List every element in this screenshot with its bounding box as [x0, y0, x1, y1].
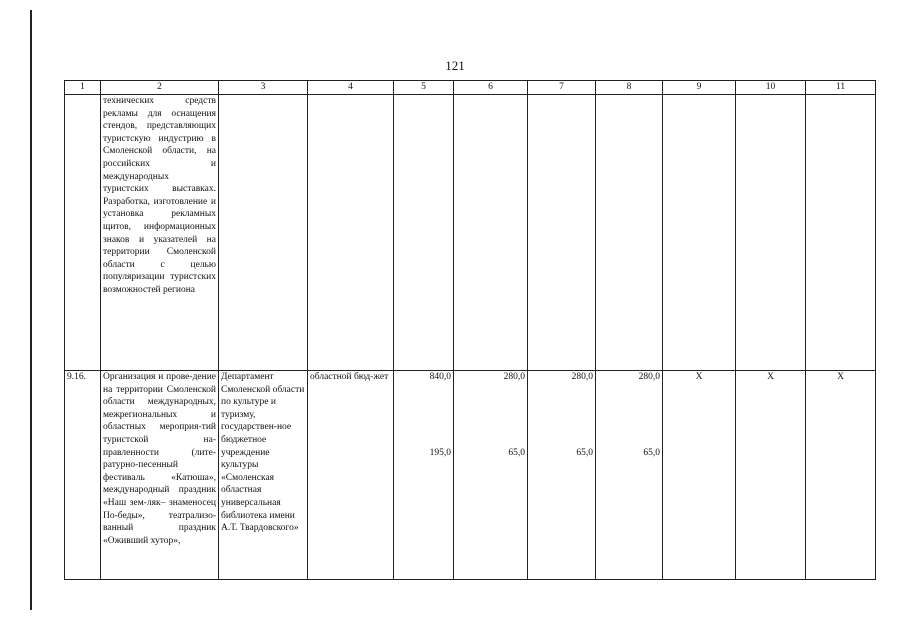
- header-col-5: 5: [394, 81, 454, 95]
- year3-value-1: 280,0: [638, 372, 660, 382]
- total-cell: [394, 95, 454, 371]
- total-values: [394, 371, 454, 580]
- year1-value-2: 65,0: [508, 447, 525, 458]
- year1-values: [454, 371, 528, 580]
- col10-mark: X: [736, 371, 806, 580]
- year1-cell: [454, 95, 528, 371]
- header-col-3: 3: [219, 81, 308, 95]
- col9-cell: [663, 95, 736, 371]
- header-col-6: 6: [454, 81, 528, 95]
- col9-mark: X: [663, 371, 736, 580]
- year2-value-2: 65,0: [576, 447, 593, 458]
- page-binding-line: [30, 10, 32, 610]
- header-col-8: 8: [596, 81, 663, 95]
- executor: Департамент Смоленской области по культуре и туризму, государствен-ное бюджетное учреждение культуры «Смоленская областная универсальная библиотека имени А.Т. Твардовского»: [219, 371, 308, 580]
- total-value-1: 840,0: [429, 372, 451, 382]
- row-number-cell: [65, 95, 101, 371]
- header-col-10: 10: [736, 81, 806, 95]
- year3-values: [596, 371, 663, 580]
- col10-cell: [736, 95, 806, 371]
- activity-description: Организация и прове-дение на территории Смоленской области международных, межрегиональных и областных мероприя-тий туристской на-правленности (лите-ратурно-песенный фестиваль «Катюша», международный праздник «Наш зем-ляк– знаменосец По-беды», театрализо-ванный праздник «Оживший хутор»,: [101, 371, 219, 580]
- year2-value-1: 280,0: [571, 372, 593, 382]
- executor-cell: [219, 95, 308, 371]
- funding-source-cell: [308, 95, 394, 371]
- table-row: [65, 95, 876, 371]
- year2-values: [528, 371, 596, 580]
- page-number: 121: [445, 58, 465, 73]
- year3-cell: [596, 95, 663, 371]
- table-row: [65, 371, 876, 580]
- total-value-2: 195,0: [429, 447, 451, 458]
- year1-value-1: 280,0: [503, 372, 525, 382]
- header-col-4: 4: [308, 81, 394, 95]
- header-col-7: 7: [528, 81, 596, 95]
- budget-table: [64, 80, 876, 580]
- col11-cell: [806, 95, 876, 371]
- column-number-row: [65, 81, 876, 95]
- header-col-11: 11: [806, 81, 876, 95]
- header-col-9: 9: [663, 81, 736, 95]
- funding-source: областной бюд-жет: [308, 371, 394, 580]
- row-number: 9.16.: [65, 371, 101, 580]
- header-col-2: 2: [101, 81, 219, 95]
- activity-description-continued: технических средств рекламы для оснащения стендов, представляющих туристскую индустрию в Смоленской области, на российских и международных туристских выставках. Разработка, изготовление и установка рекламных щитов, информационных знаков и указателей на территории Смоленской области с целью популяризации туристских возможностей региона: [101, 95, 219, 371]
- year3-value-2: 65,0: [643, 447, 660, 458]
- col11-mark: X: [806, 371, 876, 580]
- year2-cell: [528, 95, 596, 371]
- header-col-1: 1: [65, 81, 101, 95]
